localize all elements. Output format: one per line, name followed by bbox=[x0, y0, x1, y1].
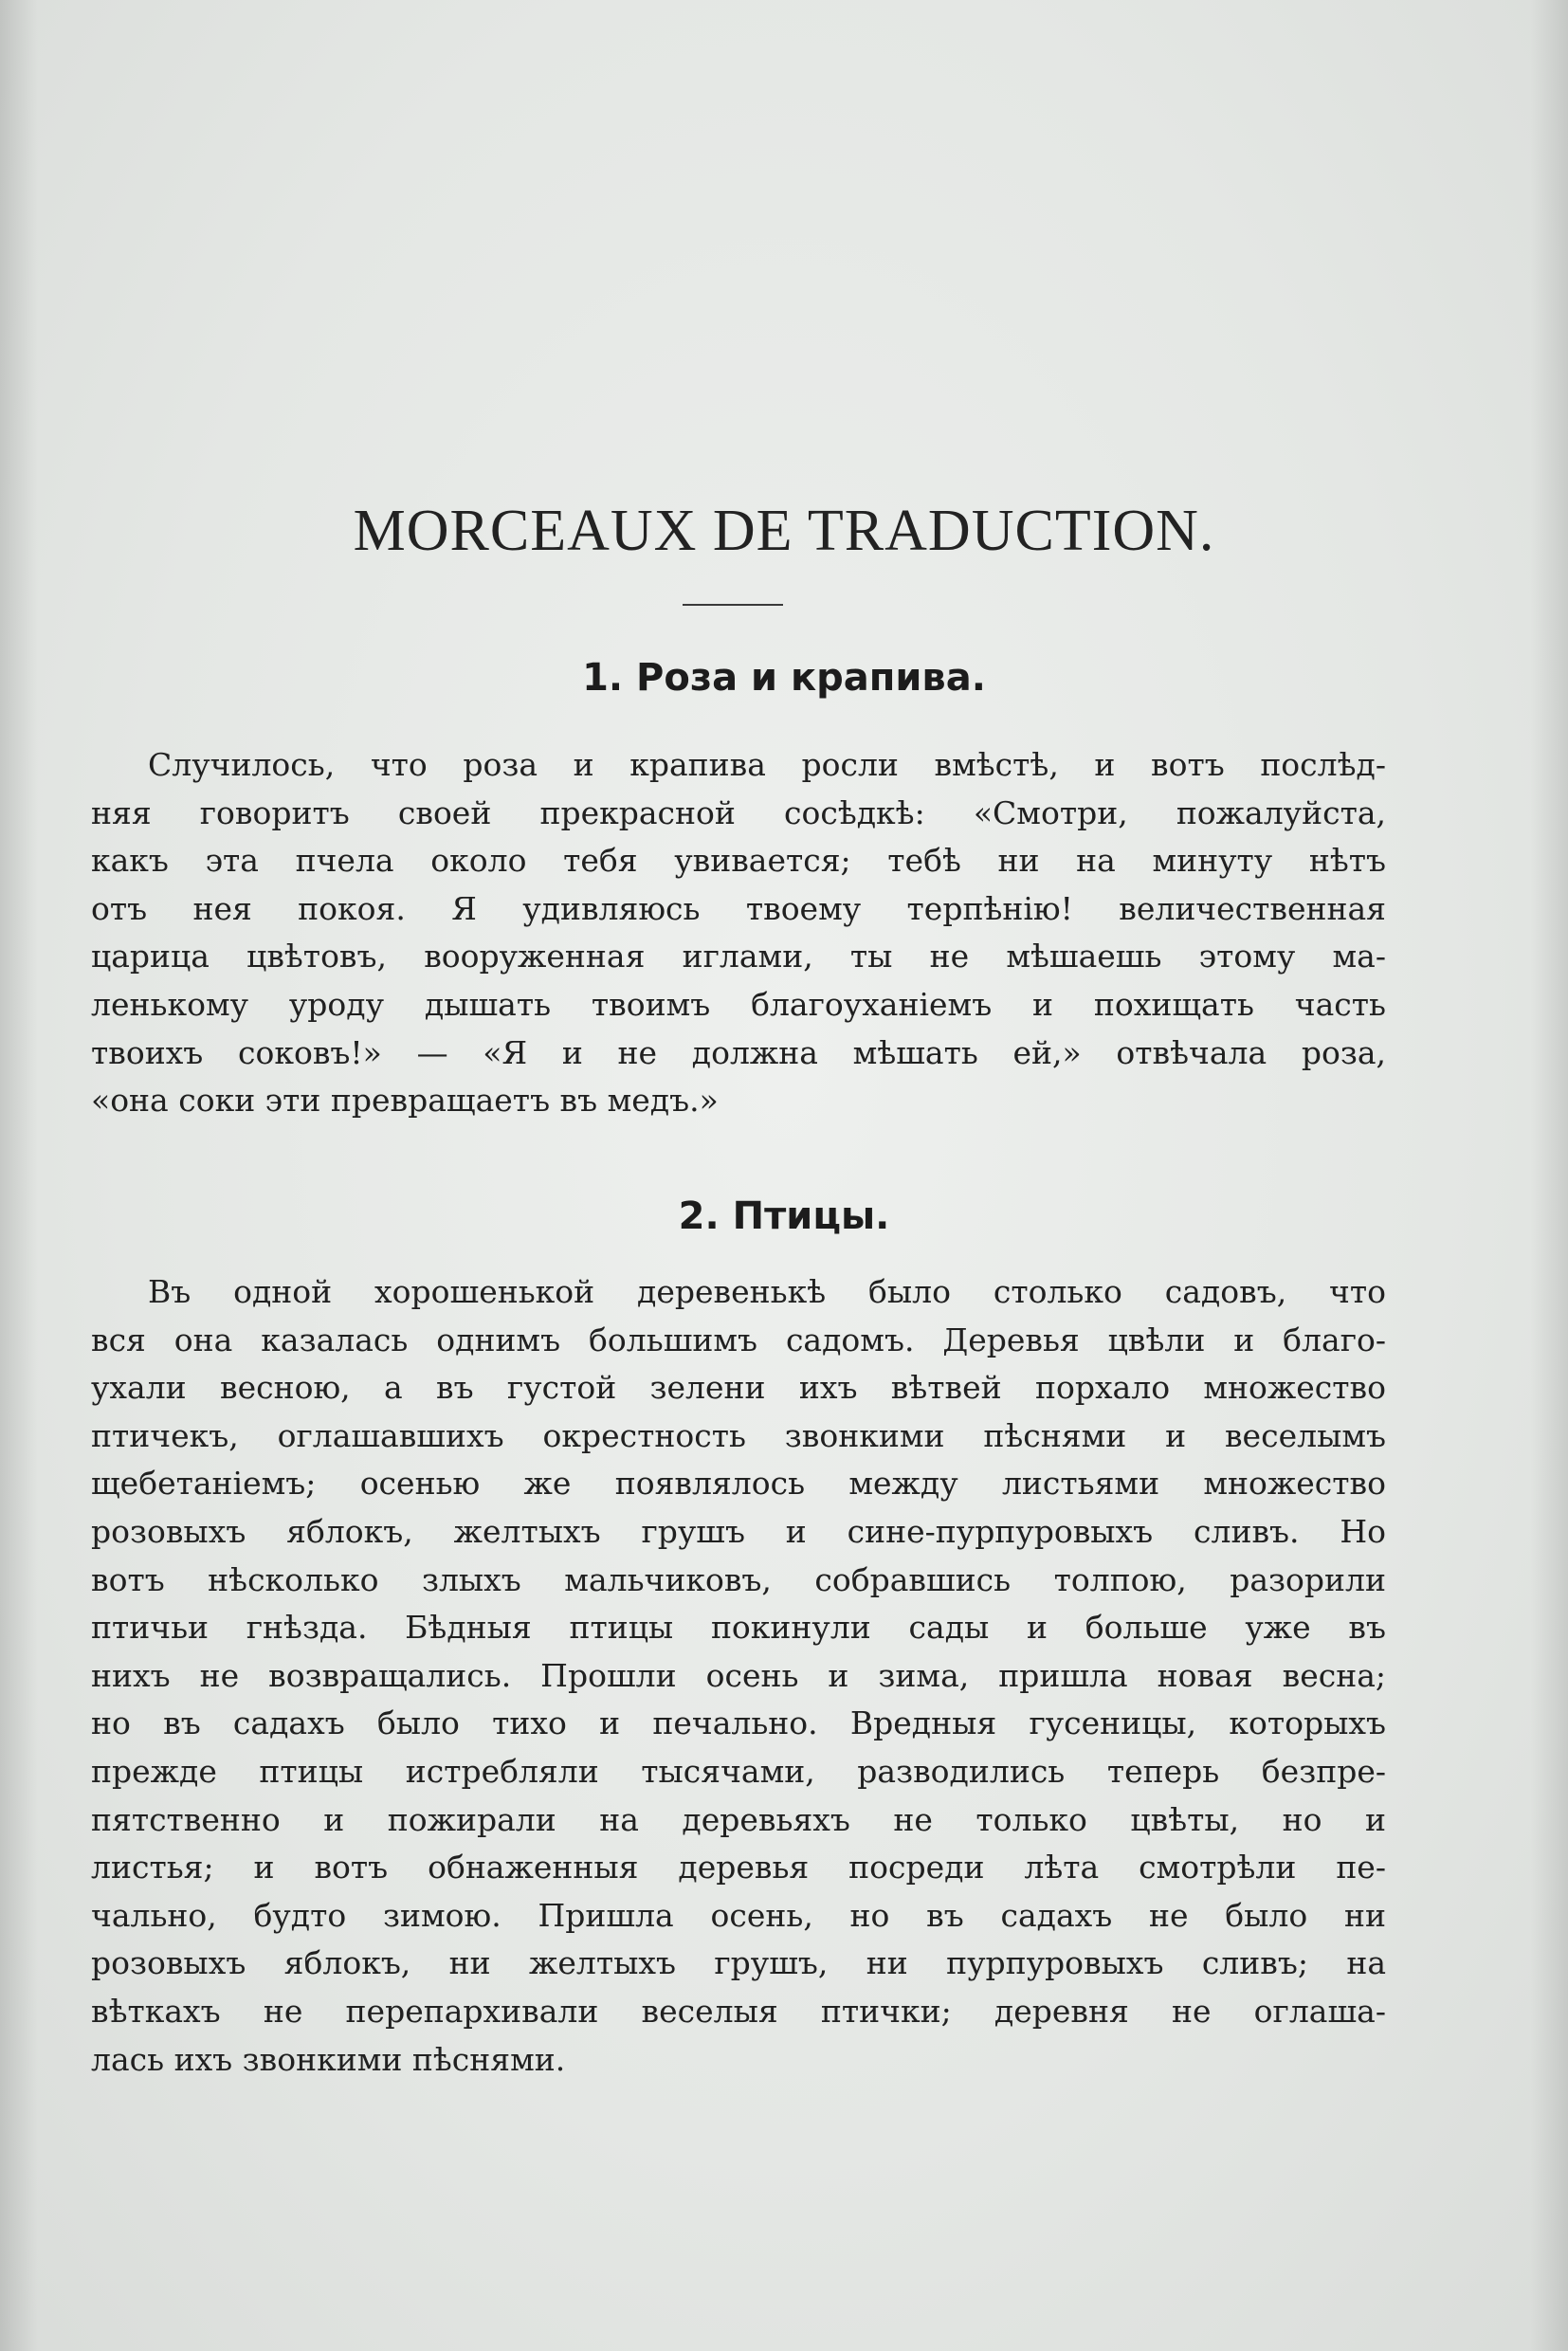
text-line: царица цвѣтовъ, вооруженная иглами, ты не мѣшаешь этому ма- bbox=[91, 938, 1386, 975]
text-line: птичьи гнѣзда. Бѣдныя птицы покинули сады и больше уже въ bbox=[91, 1609, 1386, 1647]
text-line: твоихъ соковъ!» — «Я и не должна мѣшать ей,» отвѣчала роза, bbox=[91, 1033, 1386, 1071]
text-line: но въ садахъ было тихо и печально. Вредныя гусеницы, которыхъ bbox=[91, 1704, 1386, 1742]
section-heading-birds: 2. Птицы. bbox=[678, 1194, 890, 1238]
text-line: ухали весною, а въ густой зелени ихъ вѣтвей порхало множество bbox=[91, 1369, 1386, 1407]
text-line: лась ихъ звонкими пѣснями. bbox=[91, 2040, 566, 2078]
text-line: щебетаніемъ; осенью же появлялось между листьями множество bbox=[91, 1465, 1386, 1503]
paragraph-rose-and-nettle bbox=[91, 741, 1386, 1125]
text-line: ленькому уроду дышать твоимъ благоуханіемъ и похищать часть bbox=[91, 985, 1386, 1023]
text-line: розовыхъ яблокъ, желтыхъ грушъ и сине-пурпуровыхъ сливъ. Но bbox=[91, 1512, 1386, 1550]
text-line: пятственно и пожирали на деревьяхъ не только цвѣты, но и bbox=[91, 1800, 1386, 1838]
text-line: вся она казалась однимъ большимъ садомъ. Деревья цвѣли и благо- bbox=[91, 1321, 1386, 1358]
text-line: нихъ не возвращались. Прошли осень и зима, пришла новая весна; bbox=[91, 1656, 1386, 1694]
text-line: розовыхъ яблокъ, ни желтыхъ грушъ, ни пурпуровыхъ сливъ; на bbox=[91, 1944, 1386, 1982]
text-line: вѣткахъ не перепархивали веселыя птички; деревня не оглаша- bbox=[91, 1992, 1386, 2030]
text-line: листья; и вотъ обнаженныя деревья посреди лѣта смотрѣли пе- bbox=[91, 1849, 1386, 1886]
text-line: птичекъ, оглашавшихъ окрестность звонкими пѣснями и веселымъ bbox=[91, 1416, 1386, 1454]
text-line: Въ одной хорошенькой деревенькѣ было столько садовъ, что bbox=[148, 1273, 1386, 1310]
text-line: какъ эта пчела около тебя увивается; тебѣ ни на минуту нѣтъ bbox=[91, 842, 1386, 880]
page-title: MORCEAUX DE TRADUCTION. bbox=[353, 499, 1215, 563]
title-divider bbox=[683, 604, 783, 606]
text-line: Случилось, что роза и крапива росли вмѣстѣ, и вотъ послѣд- bbox=[148, 746, 1386, 783]
text-line: отъ нея покоя. Я удивляюсь твоему терпѣнію! величественная bbox=[91, 889, 1386, 927]
text-line: няя говоритъ своей прекрасной сосѣдкѣ: «Смотри, пожалуйста, bbox=[91, 793, 1386, 831]
section-heading-rose-and-nettle: 1. Роза и крапива. bbox=[582, 656, 986, 700]
text-line: «она соки эти превращаетъ въ медъ.» bbox=[91, 1082, 719, 1120]
text-line: прежде птицы истребляли тысячами, разводились теперь безпре- bbox=[91, 1752, 1386, 1790]
text-line: чально, будто зимою. Пришла осень, но въ садахъ не было ни bbox=[91, 1896, 1386, 1934]
paragraph-birds bbox=[91, 1268, 1386, 2084]
text-line: вотъ нѣсколько злыхъ мальчиковъ, собравшись толпою, разорили bbox=[91, 1560, 1386, 1598]
